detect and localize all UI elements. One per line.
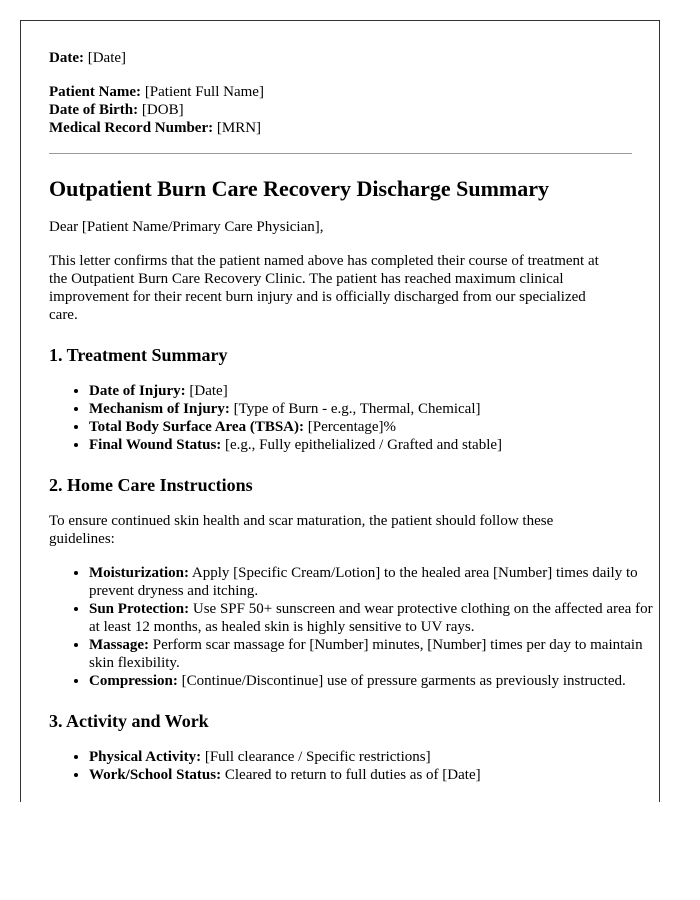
list-item: • Moisturization: Apply [Specific Cream/Lotion] to the healed area [Number] times daily to prevent dryness and itching. [89,564,654,600]
section-heading: 1. Treatment Summary [49,345,228,365]
treatment-summary-list [49,382,631,454]
section-intro: To ensure continued skin health and scar maturation, the patient should follow these guidelines: [49,513,554,547]
divider [49,153,632,154]
intro-paragraph: This letter confirms that the patient named above has completed their course of treatment at the Outpatient Burn Care Recovery Clinic. The patient has reached maximum clinical improvement for their recent burn injury and is officially discharged from our specialized care. [49,253,599,323]
activity-list [49,748,631,784]
section-heading: 2. Home Care Instructions [49,475,253,495]
list-item: • Physical Activity: [Full clearance / Specific restrictions] [89,748,631,766]
list-item: • Total Body Surface Area (TBSA): [Percentage]% [89,418,631,436]
list-item: • Work/School Status: Cleared to return to full duties as of [Date] [89,766,631,784]
list-item: • Massage: Perform scar massage for [Number] minutes, [Number] times per day to maintain skin flexibility. [89,636,654,672]
list-item: • Sun Protection: Use SPF 50+ sunscreen and wear protective clothing on the affected area for at least 12 months, as healed skin is highly sensitive to UV rays. [89,600,654,636]
patient-name-line: Patient Name: [Patient Full Name] [49,84,264,100]
date-line: Date: [Date] [49,50,127,66]
document-title: Outpatient Burn Care Recovery Discharge Summary [49,176,550,201]
list-item: • Final Wound Status: [e.g., Fully epithelialized / Grafted and stable] [89,436,631,454]
salutation: Dear [Patient Name/Primary Care Physician], [49,219,324,235]
list-item: • Compression: [Continue/Discontinue] use of pressure garments as previously instructed. [89,672,654,690]
document-page [20,20,660,802]
list-item: • Date of Injury: [Date] [89,382,631,400]
dob-line: Date of Birth: [DOB] [49,102,184,118]
home-care-list [49,564,654,690]
list-item: • Mechanism of Injury: [Type of Burn - e.g., Thermal, Chemical] [89,400,631,418]
mrn-line: Medical Record Number: [MRN] [49,120,262,136]
section-heading: 3. Activity and Work [49,711,209,731]
